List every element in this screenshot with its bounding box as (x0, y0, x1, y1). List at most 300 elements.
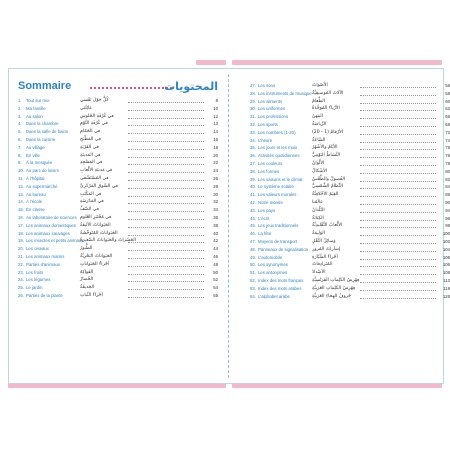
entry-number: 6. (18, 136, 22, 142)
toc-entry[interactable] (18, 292, 218, 300)
entry-title-arabic: النِّظامُ الشَّمْسِيُّ (312, 184, 343, 190)
entry-page-number: 108 (442, 270, 450, 276)
entry-title-arabic: الحَيَواناتُ المُتَوَحِّشَةُ (80, 230, 118, 236)
entry-leader-dots (128, 149, 204, 150)
entry-page-number: 48 (213, 261, 218, 267)
entry-title-arabic: النَّشاطُ اليَوْمِيُّ (312, 153, 340, 159)
entry-number: 29. (250, 98, 256, 104)
entry-title-arabic: الفَواكِهُ (80, 269, 94, 275)
entry-page-number: 62 (445, 106, 450, 112)
entry-title-french: L'automobile (258, 254, 283, 260)
entry-page-number: 10 (213, 105, 218, 111)
entry-title-arabic: القِيَمُ الأخْلاقِيَّةُ (312, 192, 339, 198)
entry-leader-dots (360, 126, 436, 127)
toc-entry[interactable] (18, 183, 218, 191)
toc-entry[interactable] (250, 238, 450, 246)
entry-number: 54. (250, 293, 256, 299)
entry-title-arabic: الأزْياءُ المُوَحَّدَةُ (312, 106, 340, 112)
entry-title-arabic: الكِتابَةُ (312, 215, 324, 221)
entry-number: 41. (250, 192, 256, 198)
entry-number: 21. (18, 253, 24, 259)
entry-number: 2. (18, 105, 22, 111)
entry-page-number: 119 (443, 285, 450, 291)
entry-number: 48. (250, 246, 256, 252)
entry-title-french: Les aliments (258, 98, 283, 104)
entry-page-number: 20 (213, 152, 218, 158)
entry-page-number: 74 (445, 137, 450, 143)
pink-strip-top-left (196, 60, 226, 65)
entry-number: 5. (18, 129, 22, 135)
entry-title-french: Les légumes (26, 277, 51, 283)
entry-leader-dots (360, 259, 436, 260)
entry-title-french: Activités quotidiennes (258, 153, 300, 159)
entry-number: 3. (18, 113, 22, 119)
entry-title-arabic: أجْزاءُ الحَيَواناتِ (80, 261, 110, 267)
entry-page-number: 46 (213, 253, 218, 259)
entry-title-french: Les instruments de musique (258, 90, 312, 96)
entry-leader-dots (360, 220, 436, 221)
entry-title-arabic: عالَمُنا (312, 199, 323, 205)
toc-entry[interactable] (18, 253, 218, 261)
entry-number: 27. (250, 83, 256, 88)
toc-entry[interactable] (250, 230, 450, 238)
entry-number: 53. (250, 285, 256, 291)
toc-entry[interactable] (250, 129, 450, 137)
entry-leader-dots (128, 250, 204, 251)
entry-title-arabic: الآلاتُ المُوسيقِيَّةُ (312, 90, 344, 96)
entry-number: 8. (18, 152, 22, 158)
toc-entry[interactable] (250, 261, 450, 269)
entry-leader-dots (128, 242, 204, 243)
entry-title-arabic: الألْعابُ التَّقْليدِيَّةُ (312, 223, 343, 229)
entry-title-arabic: عائِلَتي (80, 105, 93, 111)
entry-page-number: 42 (213, 238, 218, 244)
entry-title-french: Notre monde (258, 199, 283, 205)
entry-title-arabic: في القَرْيَةِ (80, 144, 99, 150)
entry-page-number: 72 (445, 129, 450, 135)
entry-number: 26. (18, 292, 24, 298)
entry-page-number: 96 (445, 215, 450, 221)
entry-title-french: À l'hôpital (26, 175, 45, 181)
entry-title-french: En classe (26, 207, 45, 213)
toc-entry[interactable] (18, 175, 218, 183)
entry-number: 40. (250, 184, 256, 190)
entry-page-number: 12 (213, 113, 218, 119)
toc-left-column (18, 97, 218, 300)
toc-entry[interactable] (18, 261, 218, 269)
toc-entry[interactable] (250, 144, 450, 152)
toc-entry[interactable] (18, 128, 218, 136)
entry-leader-dots (360, 118, 436, 119)
entry-title-arabic: في مَدينَةِ الألْعابِ (80, 168, 113, 174)
entry-leader-dots (128, 274, 204, 275)
entry-title-arabic: في المَكْتَبِ (80, 191, 102, 197)
entry-leader-dots (128, 118, 204, 119)
toc-entry[interactable] (250, 82, 450, 90)
entry-title-arabic: الحَشَراتُ والحَيَواناتُ الصَّغيرَةُ (80, 238, 136, 244)
entry-leader-dots (360, 142, 436, 143)
toc-entry[interactable] (250, 113, 450, 121)
entry-title-french: Le système solaire (258, 184, 294, 190)
entry-title-french: Ma famille (26, 105, 46, 111)
entry-page-number: 102 (442, 238, 450, 244)
entry-number: 52. (250, 277, 256, 283)
entry-page-number: 75 (445, 145, 450, 151)
entry-title-french: Parties d'animaux (26, 261, 61, 267)
entry-title-arabic: أجْزاءُ السَّيّارَةِ (312, 254, 338, 260)
entry-title-arabic: الفُصولُ والطَّقْسُ (312, 176, 345, 182)
entry-leader-dots (360, 196, 436, 197)
entry-page-number: 90 (445, 199, 450, 205)
entry-page-number: 30 (213, 191, 218, 197)
entry-page-number: 52 (213, 277, 218, 283)
toc-entry[interactable] (250, 152, 450, 160)
entry-leader-dots (128, 211, 204, 212)
entry-page-number: 14 (213, 129, 218, 135)
toc-entry[interactable] (18, 105, 218, 113)
entry-leader-dots (360, 173, 436, 174)
entry-number: 15. (18, 207, 24, 213)
entry-page-number: 104 (442, 246, 450, 252)
toc-entry[interactable] (18, 237, 218, 245)
entry-number: 39. (250, 176, 256, 182)
entry-number: 36. (250, 153, 256, 159)
entry-page-number: 16 (213, 136, 218, 142)
toc-entry[interactable] (18, 191, 218, 199)
entry-number: 46. (250, 231, 256, 237)
entry-number: 42. (250, 199, 256, 205)
entry-leader-dots (128, 141, 204, 142)
column-divider (228, 74, 229, 378)
entry-page-number: 40 (213, 230, 218, 236)
entry-title-french: Au village (26, 144, 45, 150)
entry-number: 18. (18, 230, 24, 236)
entry-leader-dots (360, 266, 436, 267)
toc-entry[interactable] (18, 214, 218, 222)
entry-title-arabic: في المُسْتَشْفى (80, 175, 109, 181)
entry-title-arabic: البُلْدانُ (312, 207, 325, 213)
entry-leader-dots (360, 274, 436, 275)
entry-title-french: Les fruits (26, 269, 44, 275)
entry-page-number: 28 (213, 183, 218, 189)
entry-title-arabic: الأشْكالُ (312, 168, 328, 174)
entry-title-french: Panneaux de signalisation (258, 246, 309, 252)
entry-page-number: 94 (445, 207, 450, 213)
toc-entry[interactable] (250, 183, 450, 191)
entry-title-arabic: الأيّامُ والأشْهُرُ (312, 145, 338, 151)
entry-leader-dots (128, 289, 204, 290)
entry-title-french: Au parc de loisirs (26, 168, 59, 174)
entry-title-french: À l'école (26, 199, 43, 205)
entry-number: 50. (250, 262, 256, 268)
pink-strip-top-right (232, 60, 442, 65)
entry-title-french: Les uniformes (258, 106, 285, 112)
entry-leader-dots (128, 172, 204, 173)
entry-title-arabic: الأضْدادُ (312, 270, 326, 276)
entry-number: 31. (250, 114, 256, 120)
entry-title-french: À la mosquée (26, 160, 53, 166)
entry-title-french: Au supermarché (26, 183, 58, 189)
entry-number: 44. (250, 215, 256, 221)
entry-leader-dots (360, 149, 436, 150)
entry-leader-dots (128, 266, 204, 267)
entry-title-french: Les jours et les mois (258, 145, 298, 151)
toc-entry[interactable] (250, 90, 450, 98)
entry-title-arabic: في المَدينَةِ (80, 152, 101, 158)
entry-title-arabic: وَسائِلُ النَّقْلِ (312, 238, 336, 244)
entry-number: 4. (18, 121, 22, 127)
entry-leader-dots (128, 180, 204, 181)
entry-leader-dots (360, 181, 436, 182)
entry-title-french: Les synonymes (258, 262, 288, 268)
title-arabic: المحتويات (164, 80, 218, 93)
entry-title-french: Les jeux traditionnels (258, 223, 299, 229)
entry-title-arabic: في المَطْبَخِ (80, 136, 101, 142)
entry-page-number: 98 (445, 223, 450, 229)
entry-title-arabic: المُتَرادِفاتُ (312, 262, 333, 268)
entry-title-french: La fête (258, 231, 272, 237)
entry-page-number: 105 (442, 254, 450, 260)
entry-title-french: Les professions (258, 114, 289, 120)
entry-leader-dots (128, 188, 204, 189)
entry-title-french: Les valeurs morales (258, 192, 297, 198)
entry-page-number: 125 (442, 293, 450, 299)
toc-entry[interactable] (250, 191, 450, 199)
entry-title-french: L'heure (258, 137, 273, 143)
entry-number: 43. (250, 207, 256, 213)
entry-leader-dots (360, 110, 436, 111)
toc-entry[interactable] (18, 276, 218, 284)
toc-entry[interactable] (18, 97, 218, 105)
entry-title-french: Le jardin (26, 285, 43, 291)
entry-page-number: 66 (445, 114, 450, 120)
entry-title-arabic: الرِّياضَةُ (312, 121, 327, 127)
entry-title-french: Les oiseaux (26, 246, 49, 252)
toc-entry[interactable] (250, 168, 450, 176)
entry-page-number: 113 (443, 277, 450, 283)
entry-leader-dots (128, 133, 204, 134)
entry-leader-dots (360, 165, 436, 166)
entry-title-arabic: الطُّيورُ (80, 246, 93, 252)
toc-entry[interactable] (250, 254, 450, 262)
title-french: Sommaire (18, 80, 72, 92)
entry-title-arabic: الوَليمَةُ (312, 231, 325, 237)
entry-title-arabic: الألْوانُ (312, 160, 325, 166)
contents-header (18, 80, 218, 94)
entry-title-arabic: حُروفُ الهِجاءِ العَرَبِيَّةِ (312, 293, 352, 299)
entry-title-arabic: الأصْواتُ (312, 83, 328, 88)
entry-leader-dots (128, 258, 204, 259)
entry-leader-dots (360, 95, 436, 96)
entry-leader-dots (360, 235, 436, 236)
entry-leader-dots (360, 282, 436, 283)
toc-entry[interactable] (250, 246, 450, 254)
toc-entry[interactable] (250, 121, 450, 129)
toc-entry[interactable] (18, 136, 218, 144)
toc-entry[interactable] (18, 159, 218, 167)
entry-title-arabic: الطَّعامُ (312, 98, 325, 104)
entry-page-number: 68 (445, 121, 450, 127)
entry-number: 1. (18, 98, 22, 103)
entry-title-french: Les animaux sauvages (26, 230, 70, 236)
entry-page-number: 84 (445, 184, 450, 190)
entry-number: 19. (18, 238, 24, 244)
entry-number: 45. (250, 223, 256, 229)
entry-title-french: L'alphabet arabe (258, 293, 290, 299)
entry-title-arabic: في غُرْفَةِ النَّوْمِ (80, 121, 108, 127)
entry-leader-dots (360, 188, 436, 189)
entry-page-number: 32 (213, 199, 218, 205)
toc-entry[interactable] (250, 160, 450, 168)
entry-title-french: Les animaux marins (26, 253, 65, 259)
entry-title-arabic: أجْزاءُ النَّباتِ (80, 292, 103, 298)
entry-page-number: 8 (215, 98, 218, 103)
toc-entry[interactable] (18, 144, 218, 152)
toc-entry[interactable] (18, 245, 218, 253)
entry-leader-dots (360, 212, 436, 213)
entry-page-number: 44 (213, 246, 218, 252)
entry-title-arabic: في الصَّفِّ (80, 207, 99, 213)
toc-entry[interactable] (18, 120, 218, 128)
entry-leader-dots (128, 110, 204, 111)
toc-entry[interactable] (250, 199, 450, 207)
entry-title-french: Les nombres (1-20) (258, 129, 296, 135)
entry-leader-dots (360, 251, 436, 252)
entry-page-number: 86 (445, 192, 450, 198)
entry-page-number: 13 (213, 121, 218, 127)
entry-title-french: Index des mots arabes (258, 285, 302, 291)
entry-title-arabic: في الحَمّامِ (80, 129, 101, 135)
entry-leader-dots (128, 227, 204, 228)
entry-number: 7. (18, 144, 22, 150)
entry-number: 14. (18, 199, 24, 205)
toc-entry[interactable] (250, 269, 450, 277)
entry-leader-dots (128, 102, 204, 103)
toc-entry[interactable] (18, 198, 218, 206)
entry-page-number: 50 (213, 269, 218, 275)
entry-page-number: 106 (442, 262, 450, 268)
entry-leader-dots (128, 219, 204, 220)
entry-page-number: 60 (445, 98, 450, 104)
entry-title-arabic: في المَدْرَسَةِ (80, 199, 104, 205)
entry-number: 30. (250, 106, 256, 112)
toc-entry[interactable] (250, 285, 450, 293)
entry-title-french: Les animaux domestiques (26, 222, 76, 228)
entry-number: 35. (250, 145, 256, 151)
entry-title-arabic: كُلٌّ حَوْلَ نَفْسي (80, 98, 109, 103)
entry-page-number: 36 (213, 214, 218, 220)
title-dotted-rule (90, 87, 172, 89)
entry-title-french: Dans la chambre (26, 121, 59, 127)
entry-page-number: 38 (213, 222, 218, 228)
entry-title-arabic: الحَيَواناتُ البَحْرِيَّةُ (80, 253, 113, 259)
entry-leader-dots (128, 203, 204, 204)
toc-entry[interactable] (250, 176, 450, 184)
entry-leader-dots (360, 204, 436, 205)
entry-number: 23. (18, 269, 24, 275)
entry-leader-dots (128, 297, 204, 298)
entry-title-arabic: في مُخْتَبَرِ العُلومِ (80, 214, 112, 220)
entry-title-arabic: في السّوقِ المَرْكَزِيِّ (80, 183, 118, 189)
entry-title-arabic: في غُرْفَةِ الجُلوسِ (80, 113, 114, 119)
toc-entry[interactable] (18, 230, 218, 238)
entry-title-arabic: المِهَنُ (312, 114, 323, 120)
toc-entry[interactable] (18, 152, 218, 160)
toc-entry[interactable] (250, 137, 450, 145)
toc-entry[interactable] (250, 207, 450, 215)
toc-entry[interactable] (250, 105, 450, 113)
entry-number: 11. (18, 175, 24, 181)
entry-number: 32. (250, 121, 256, 127)
toc-right-column (250, 82, 450, 300)
entry-page-number: 34 (213, 207, 218, 213)
entry-title-french: Les formes (258, 168, 280, 174)
entry-leader-dots (360, 243, 436, 244)
entry-number: 24. (18, 277, 24, 283)
entry-page-number: 18 (213, 144, 218, 150)
toc-entry[interactable] (18, 206, 218, 214)
entry-number: 17. (18, 222, 24, 228)
entry-leader-dots (128, 125, 204, 126)
entry-title-arabic: الأرْقامُ (1 - 20) (312, 129, 343, 135)
entry-number: 51. (250, 270, 256, 276)
entry-page-number: 24 (213, 168, 218, 174)
entry-title-french: Les pays (258, 207, 276, 213)
entry-title-arabic: إشاراتُ المُرورِ (312, 246, 341, 252)
entry-leader-dots (360, 87, 436, 88)
toc-entry[interactable] (18, 167, 218, 175)
entry-title-arabic: الخُضارُ (80, 277, 94, 283)
entry-number: 33. (250, 129, 256, 135)
entry-number: 10. (18, 168, 24, 174)
entry-title-french: Les sports (258, 121, 278, 127)
entry-number: 37. (250, 160, 256, 166)
entry-title-arabic: فِهْرِسُ الكَلِماتِ العَرَبِيَّةِ (312, 285, 356, 291)
toc-entry[interactable] (18, 222, 218, 230)
entry-title-french: Les saisons et le climat (258, 176, 303, 182)
toc-entry[interactable] (250, 215, 450, 223)
entry-page-number: 54 (213, 285, 218, 291)
toc-entry[interactable] (250, 277, 450, 285)
entry-leader-dots (360, 134, 436, 135)
entry-title-arabic: الحَديقَةُ (80, 285, 95, 291)
entry-page-number: 22 (213, 160, 218, 166)
entry-number: 38. (250, 168, 256, 174)
entry-title-french: Les couleurs (258, 160, 283, 166)
entry-leader-dots (128, 196, 204, 197)
entry-page-number: 55 (213, 292, 218, 298)
entry-number: 47. (250, 238, 256, 244)
entry-title-arabic: في المَسْجِدِ (80, 160, 103, 166)
toc-entry[interactable] (250, 293, 450, 301)
entry-number: 13. (18, 191, 24, 197)
entry-title-french: Parties de la plante (26, 292, 63, 298)
toc-entry[interactable] (250, 222, 450, 230)
toc-entry[interactable] (18, 269, 218, 277)
toc-entry[interactable] (18, 284, 218, 292)
entry-title-french: Dans la salle de bains (26, 129, 69, 135)
toc-entry[interactable] (250, 98, 450, 106)
entry-title-french: Dans la cuisine (26, 136, 56, 142)
entry-title-arabic: فِهْرِسُ الكَلِماتِ الفَرَنْسِيَّةِ (312, 277, 360, 283)
entry-leader-dots (128, 281, 204, 282)
entry-page-number: 80 (445, 168, 450, 174)
entry-page-number: 76 (445, 153, 450, 159)
entry-title-french: Au laboratoire de sciences (26, 214, 77, 220)
entry-title-french: L'écrit (258, 215, 270, 221)
entry-number: 49. (250, 254, 256, 260)
toc-entry[interactable] (18, 113, 218, 121)
